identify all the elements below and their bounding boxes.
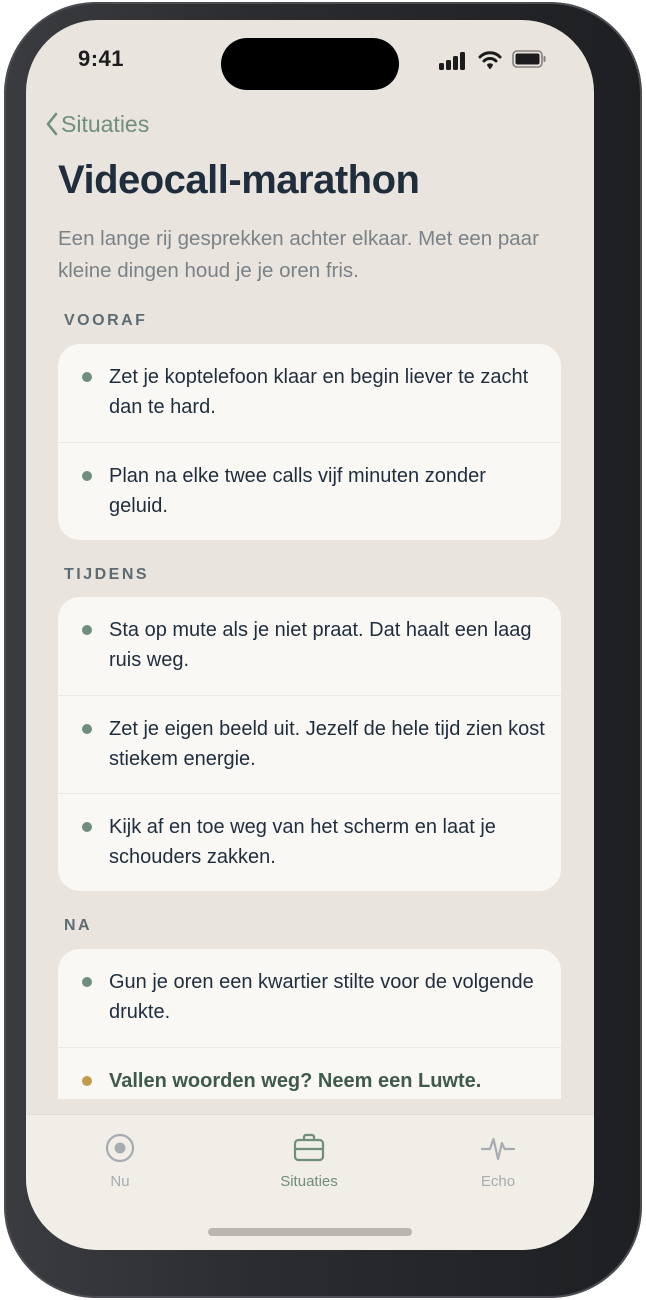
tip-text: Gun je oren een kwartier stilte voor de volgende drukte. <box>109 971 534 1023</box>
tip-text: Plan na elke twee calls vijf minuten zonder geluid. <box>109 465 486 517</box>
tab-label: Echo <box>480 1173 516 1190</box>
chevron-left-icon <box>44 111 60 137</box>
luwte-prompt-link[interactable] <box>58 1047 561 1099</box>
back-button-label: Situaties <box>61 110 150 137</box>
tips-card-tijdens <box>58 597 561 891</box>
tip-text: Vallen woorden weg? Neem een Luwte. <box>109 1070 482 1092</box>
tips-card-vooraf <box>58 344 561 540</box>
tip-text: Sta op mute als je niet praat. Dat haalt een laag ruis weg. <box>109 619 532 671</box>
tip-item <box>58 344 561 442</box>
bullet-dot-icon <box>82 724 92 734</box>
pulse-icon <box>481 1131 515 1165</box>
section-header-na: NA <box>64 917 93 934</box>
tab-situaties[interactable] <box>239 1131 379 1201</box>
bullet-dot-icon <box>82 471 92 481</box>
tab-label: Situaties <box>280 1173 338 1190</box>
wifi-icon <box>478 50 502 70</box>
briefcase-icon <box>292 1131 326 1165</box>
battery-icon <box>512 50 546 68</box>
home-indicator[interactable] <box>208 1228 412 1236</box>
section-header-tijdens: TIJDENS <box>64 566 150 583</box>
tab-nu[interactable] <box>50 1131 190 1201</box>
tab-label: Nu <box>110 1173 130 1190</box>
tab-echo[interactable] <box>428 1131 568 1201</box>
tip-text: Zet je koptelefoon klaar en begin liever te zacht dan te hard. <box>109 366 529 418</box>
tip-item <box>58 695 561 793</box>
status-time: 9:41 <box>78 46 125 71</box>
section-header-vooraf: VOORAF <box>64 312 148 329</box>
bullet-dot-icon <box>82 977 92 987</box>
status-bar <box>26 20 594 100</box>
bullet-dot-icon <box>82 1076 92 1086</box>
tip-item <box>58 442 561 540</box>
tips-card-na <box>58 949 561 1099</box>
tip-item <box>58 793 561 891</box>
cellular-signal-icon <box>439 52 467 70</box>
tip-item <box>58 597 561 695</box>
bullet-dot-icon <box>82 372 92 382</box>
phone-frame <box>4 2 642 1298</box>
dynamic-island <box>221 38 399 90</box>
page-subtitle: Een lange rij gesprekken achter elkaar. Met een paar kleine dingen houd je je oren fris. <box>58 227 539 282</box>
target-icon <box>103 1131 137 1165</box>
tip-item <box>58 949 561 1047</box>
bullet-dot-icon <box>82 625 92 635</box>
page-title: Videocall-marathon <box>58 158 420 202</box>
back-button[interactable] <box>44 108 149 140</box>
screen <box>26 20 594 1250</box>
tip-text: Kijk af en toe weg van het scherm en laat je schouders zakken. <box>109 816 496 868</box>
bullet-dot-icon <box>82 822 92 832</box>
tip-text: Zet je eigen beeld uit. Jezelf de hele tijd zien kost stiekem energie. <box>109 718 545 770</box>
